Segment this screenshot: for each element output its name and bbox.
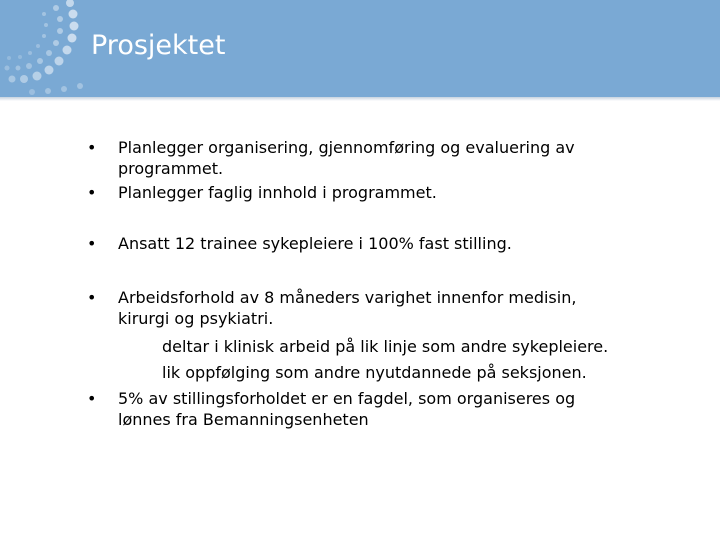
bullet-1-line-1: Planlegger organisering, gjennomføring og evaluering av bbox=[118, 138, 575, 157]
bullet-marker: • bbox=[87, 183, 97, 202]
bullet-1-line-2: programmet. bbox=[118, 159, 224, 178]
bullet-4-line-1: Arbeidsforhold av 8 måneders varighet innenfor medisin, bbox=[118, 288, 577, 307]
bullet-3-line-1: Ansatt 12 trainee sykepleiere i 100% fast stilling. bbox=[118, 234, 512, 253]
bullet-marker: • bbox=[87, 138, 97, 157]
bullet-marker: • bbox=[87, 288, 97, 307]
bullet-5-line-1: 5% av stillingsforholdet er en fagdel, som organiseres og bbox=[118, 389, 576, 408]
bullet-5-line-2: lønnes fra Bemanningsenheten bbox=[118, 410, 369, 429]
bullet-marker: • bbox=[87, 389, 97, 408]
bullet-4-subline-1: deltar i klinisk arbeid på lik linje som andre sykepleiere. bbox=[162, 337, 609, 356]
bullet-marker: • bbox=[87, 234, 97, 253]
bullet-4-subline-2: lik oppfølging som andre nyutdannede på seksjonen. bbox=[162, 363, 587, 382]
slide-title: Prosjektet bbox=[91, 30, 226, 61]
bullet-2-line-1: Planlegger faglig innhold i programmet. bbox=[118, 183, 437, 202]
bullet-4-line-2: kirurgi og psykiatri. bbox=[118, 309, 274, 328]
